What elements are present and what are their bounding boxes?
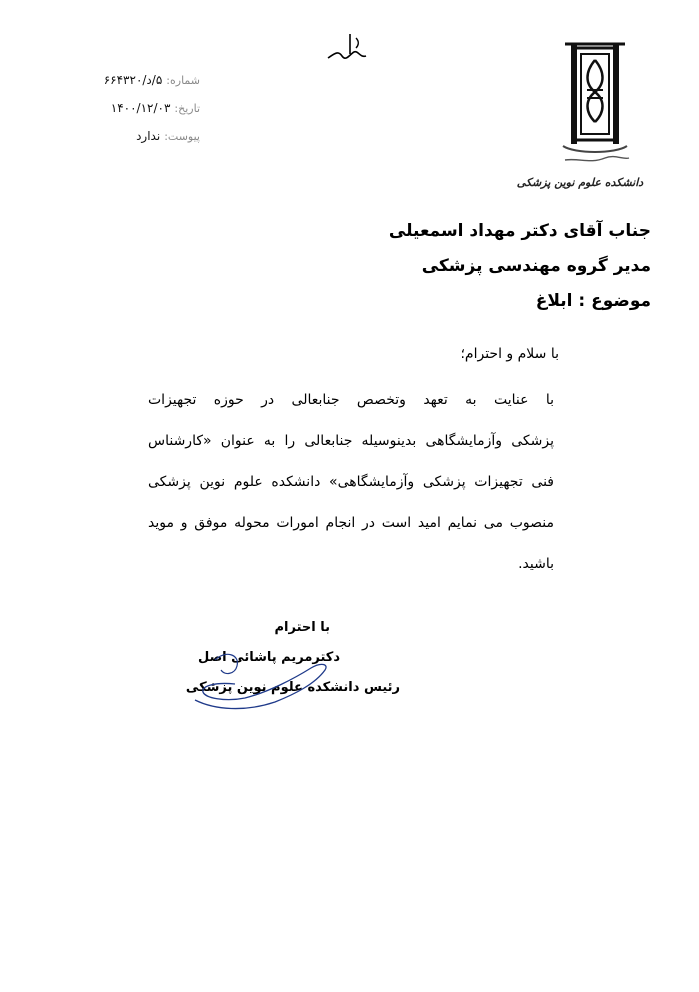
- date-value: ۱۴۰۰/۱۲/۰۳: [110, 101, 171, 115]
- logo-caption: دانشکده علوم نوین پزشکی: [516, 176, 644, 189]
- recipient-block: [131, 214, 651, 319]
- body-line: فنی تجهیزات پزشکی وآزمایشگاهی» دانشکده علوم نوین پزشکی: [148, 474, 554, 490]
- signatory-title: رئیس دانشکده علوم نوین پزشکی: [185, 680, 400, 695]
- body-line: منصوب می نمایم امید است در انجام امورات محوله موفق و موید: [148, 515, 554, 531]
- body-line: پزشکی وآزمایشگاهی بدینوسیله جنابعالی را به عنوان «کارشناس: [148, 433, 554, 449]
- number-row: [60, 66, 200, 94]
- body-line: با عنایت به تعهد وتخصص جنابعالی در حوزه تجهیزات: [148, 392, 554, 408]
- signatory-name: دکترمریم پاشائی اصل: [198, 650, 340, 665]
- date-label: تاریخ:: [174, 101, 200, 115]
- attachment-row: [60, 122, 200, 150]
- letter-body: [148, 380, 554, 585]
- letter-subject: موضوع : ابلاغ: [535, 291, 651, 311]
- number-label: شماره:: [166, 73, 200, 87]
- recipient-name: جناب آقای دکتر مهداد اسمعیلی: [388, 221, 651, 241]
- greeting: با سلام و احترام؛: [460, 346, 559, 362]
- signature-closing: با احترام: [274, 620, 330, 635]
- letter-metadata: [60, 66, 200, 150]
- attachment-value: ندارد: [136, 129, 161, 143]
- attachment-label: پیوست:: [164, 129, 200, 143]
- body-line: باشید.: [518, 556, 554, 572]
- bismillah-handwriting: [320, 28, 380, 68]
- recipient-position: مدیر گروه مهندسی پزشکی: [421, 256, 651, 276]
- number-value: ۵/د/۶۶۴۳۲۰: [103, 73, 163, 87]
- date-row: [60, 94, 200, 122]
